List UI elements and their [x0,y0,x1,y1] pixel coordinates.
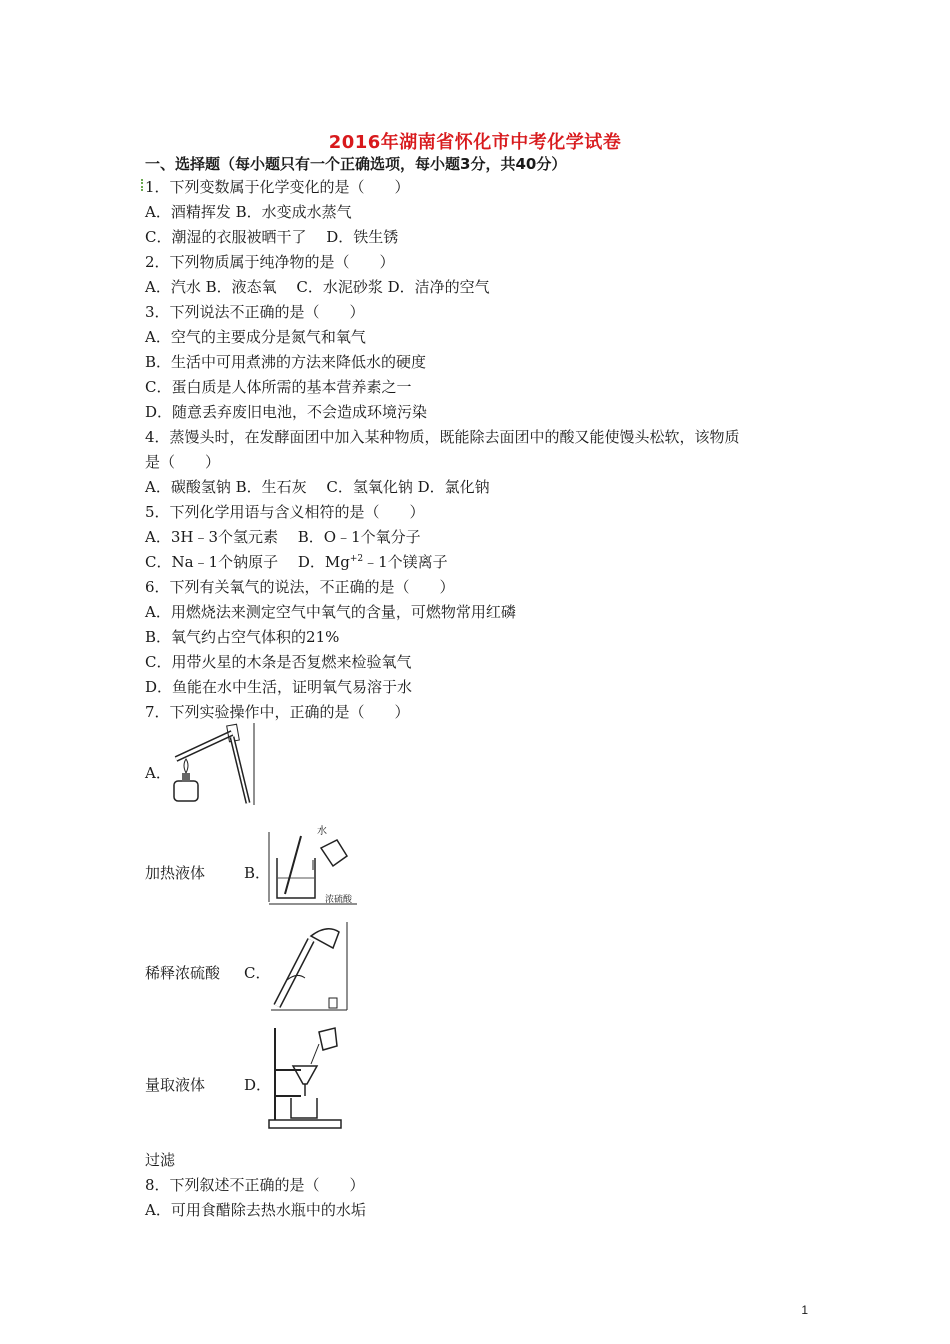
question-8: 8．下列叙述不正确的是（ ） [145,1176,365,1194]
q5-cd-text: C．Na﹣1个钠原子 D．Mg [145,553,350,571]
q1-options-cd: C．潮湿的衣服被晒干了 D．铁生锈 [145,228,399,246]
question-7: 7．下列实验操作中，正确的是（ ） [145,703,410,721]
q7-option-d-name: 过滤 [145,1151,176,1169]
q7-option-b-label: B． [244,864,271,882]
q6-option-c: C．用带火星的木条是否复燃来检验氧气 [145,653,412,671]
q7-option-c-label: C． [244,964,271,982]
question-2: 2．下列物质属于纯净物的是（ ） [145,253,395,271]
q6-option-d: D．鱼能在水中生活，证明氧气易溶于水 [145,678,413,696]
question-6: 6．下列有关氧气的说法，不正确的是（ ） [145,578,455,596]
q5-d-tail: ﹣1个镁离子 [363,553,448,571]
q3-option-c: C．蛋白质是人体所需的基本营养素之一 [145,378,412,396]
q5-options-ab: A．3H﹣3个氢元素 B．O﹣1个氧分子 [145,528,421,546]
acid-label: 浓硫酸 [325,895,353,905]
page-number: 1 [801,1303,808,1317]
q7-option-d-label: D． [244,1076,272,1094]
water-label: 水 [317,826,327,837]
question-3: 3．下列说法不正确的是（ ） [145,303,365,321]
q7-option-c-name: 量取液体 [145,1076,206,1094]
q5-options-cd [145,551,448,572]
page-title: 2016年湖南省怀化市中考化学试卷 [328,132,622,153]
filtration-figure [267,1024,343,1130]
q6-option-a: A．用燃烧法来测定空气中氧气的含量，可燃物常用红磷 [145,603,516,621]
q7-option-a-name: 加热液体 [145,864,206,882]
q3-option-d: D．随意丢弃废旧电池，不会造成环境污染 [145,403,428,421]
q7-option-b-name: 稀释浓硫酸 [145,964,221,982]
question-5: 5．下列化学用语与含义相符的是（ ） [145,503,425,521]
heating-liquid-figure [170,723,258,807]
q8-option-a: A．可用食醋除去热水瓶中的水垢 [145,1201,366,1219]
q4-options: A．碳酸氢钠 B．生石灰 C．氢氧化钠 D．氯化钠 [145,478,490,496]
q6-option-b: B．氧气约占空气体积的21% [145,628,340,646]
q2-options: A．汽水 B．液态氧 C．水泥砂浆 D．洁净的空气 [145,278,490,296]
question-4-cont: 是（ ） [145,453,221,471]
question-1: 1．下列变数属于化学变化的是（ ） [145,178,410,196]
section-heading: 一、选择题（每小题只有一个正确选项，每小题3分，共40分） [145,155,567,173]
measure-liquid-figure [267,920,351,1012]
dilute-acid-figure [267,822,359,906]
q3-option-a: A．空气的主要成分是氮气和氧气 [145,328,366,346]
q1-options-ab: A．酒精挥发 B．水变成水蒸气 [145,203,352,221]
mg-charge: +2 [349,554,364,564]
q3-option-b: B．生活中可用煮沸的方法来降低水的硬度 [145,353,427,371]
q7-option-a-label: A． [145,764,171,782]
question-4: 4．蒸馒头时，在发酵面团中加入某种物质，既能除去面团中的酸又能使馒头松软，该物质 [145,428,740,446]
